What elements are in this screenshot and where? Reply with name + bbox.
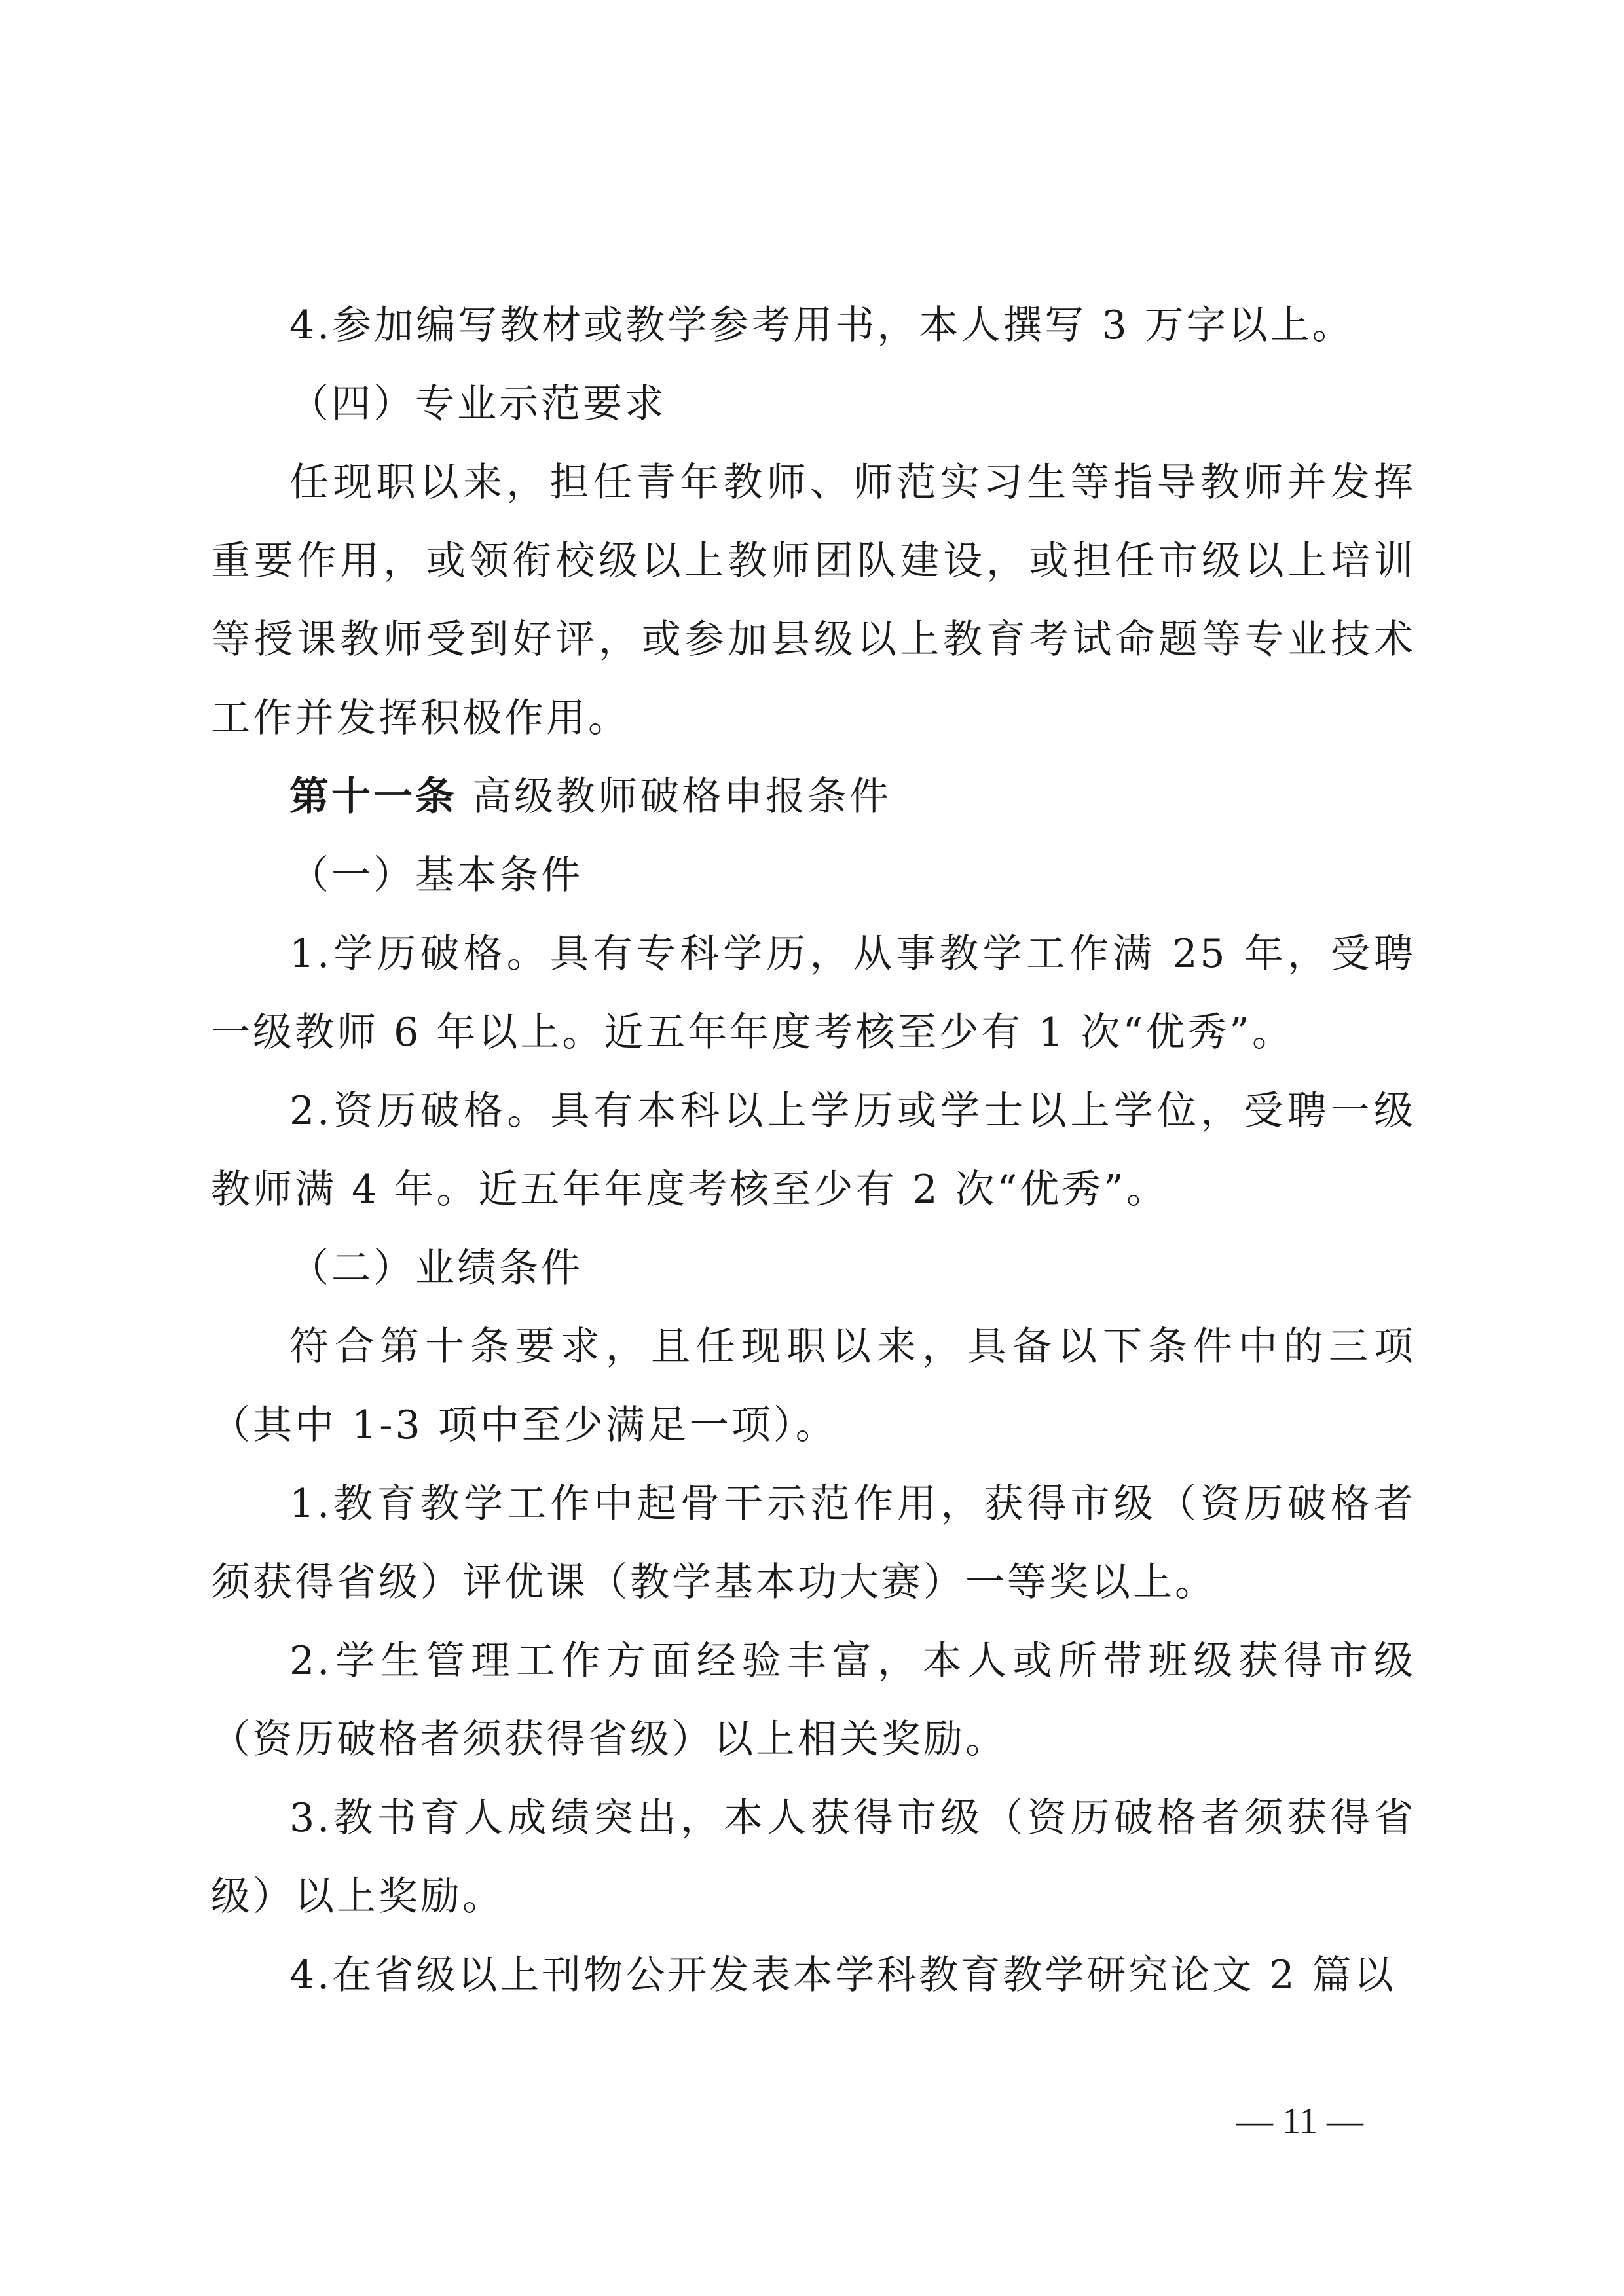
section-heading-basic-conditions: （一）基本条件 [289, 852, 583, 898]
section-heading-performance: （二）业绩条件 [289, 1245, 583, 1291]
article-11-heading [211, 757, 1416, 836]
paragraph-performance-intro: 符合第十条要求，且任现职以来，具备以下条件中的三项（其中 1-3 项中至少满足一项）。 [211, 1324, 1416, 1448]
article-number: 第十一条 [289, 774, 457, 820]
paragraph-item-4-papers: 4.在省级以上刊物公开发表本学科教育教学研究论文 2 篇以 [289, 1952, 1396, 1998]
paragraph-professional-demo: 任现职以来，担任青年教师、师范实习生等指导教师并发挥重要作用，或领衔校级以上教师团队建设，或担任市级以上培训等授课教师受到好评，或参加县级以上教育考试命题等专业技术工作并发挥积极作用。 [211, 460, 1416, 741]
document-body [211, 286, 1416, 2014]
paragraph-item-4-textbook: 4.参加编写教材或教学参考用书，本人撰写 3 万字以上。 [289, 302, 1354, 348]
article-title: 高级教师破格申报条件 [457, 774, 892, 820]
page-number: — 11 — [1236, 2101, 1363, 2141]
paragraph-item-3-achievement: 3.教书育人成绩突出，本人获得市级（资历破格者须获得省级）以上奖励。 [211, 1795, 1416, 1920]
section-heading-professional-demo: （四）专业示范要求 [289, 381, 667, 427]
paragraph-education-exception: 1.学历破格。具有专科学历，从事教学工作满 25 年，受聘一级教师 6 年以上。近五年年度考核至少有 1 次“优秀”。 [211, 931, 1416, 1055]
paragraph-item-2-student-management: 2.学生管理工作方面经验丰富，本人或所带班级获得市级（资历破格者须获得省级）以上相关奖励。 [211, 1638, 1416, 1762]
paragraph-item-1-teaching: 1.教育教学工作中起骨干示范作用，获得市级（资历破格者须获得省级）评优课（教学基本功大赛）一等奖以上。 [211, 1481, 1416, 1605]
paragraph-seniority-exception: 2.资历破格。具有本科以上学历或学士以上学位，受聘一级教师满 4 年。近五年年度考核至少有 2 次“优秀”。 [211, 1088, 1416, 1212]
